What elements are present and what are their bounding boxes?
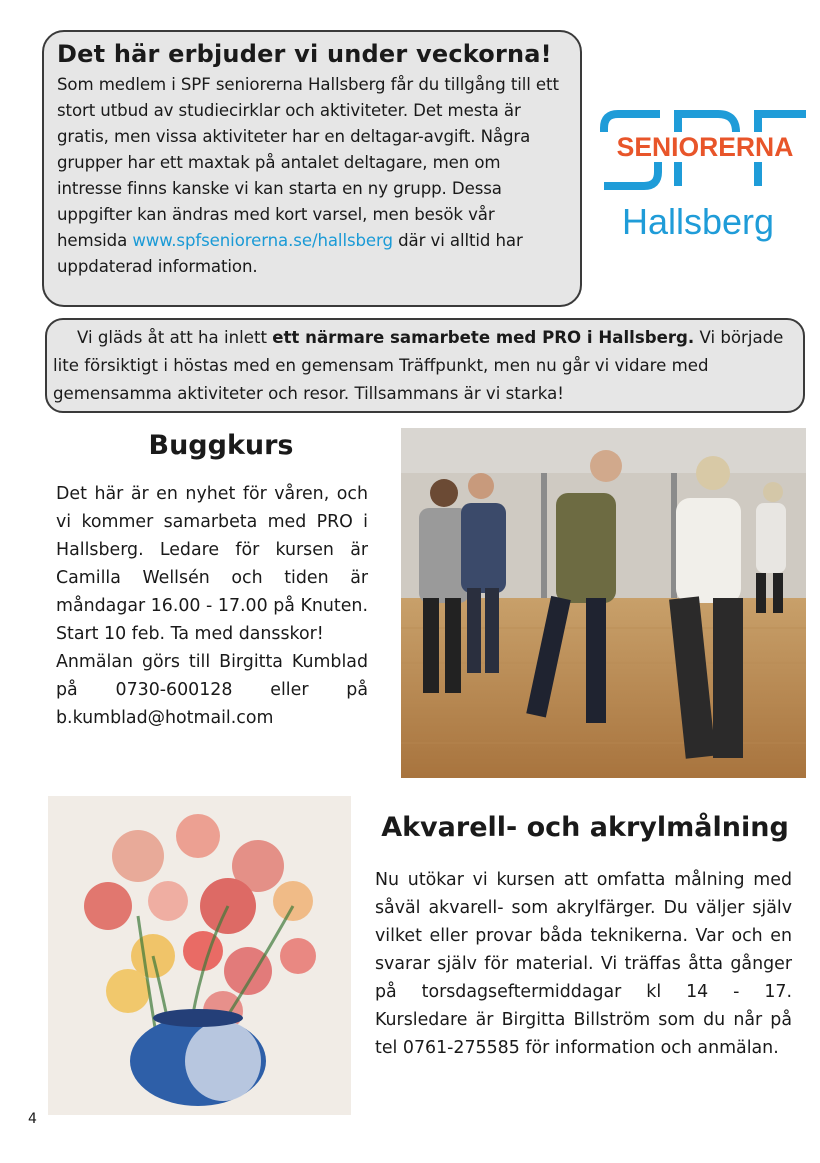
collaboration-box xyxy=(45,318,805,413)
spf-logo xyxy=(598,100,813,250)
intro-title: Det här erbjuder vi under veckorna! xyxy=(57,40,552,68)
buggkurs-text xyxy=(56,480,368,732)
collab-text-part2: Vi började lite försiktigt i höstas med en gemensam Träffpunkt, men nu går vi vidare med gemensamma aktiviteter och resor. Tillsammans är vi starka! xyxy=(53,328,784,403)
collab-bold-text: ett närmare samarbete med PRO i Hallsberg. xyxy=(272,328,695,347)
akvarell-text: Nu utökar vi kursen att omfatta målning med såväl akvarell- som akrylfärger. Du väljer själv vilket eller provar båda teknikerna. Var och en svarar själv för material. Vi träffas åtta gånger på torsdagseftermiddagar kl 14 - 17. Kursledare är Birgitta Billström som du når på tel 0761-275585 för information och anmälan. xyxy=(375,870,792,1058)
website-link[interactable]: www.spfseniorerna.se/hallsberg xyxy=(132,231,393,250)
dance-photo xyxy=(401,428,806,778)
flower-painting xyxy=(48,796,351,1115)
buggkurs-heading: Buggkurs xyxy=(148,430,294,461)
collaboration-text xyxy=(53,324,797,408)
buggkurs-paragraph-2: Anmälan görs till Birgitta Kumblad på 0730-600128 eller på b.kumblad@hotmail.com xyxy=(56,652,368,728)
logo-seniorerna-text: SENIORERNA xyxy=(616,132,794,162)
intro-text-part1: Som medlem i SPF seniorerna Hallsberg får du tillgång till ett stort utbud av studiecirklar och aktiviteter. Det mesta är gratis, men vissa aktiviteter har en deltagar-avgift. Några grupper har ett maxtak på antalet deltagare, men om intresse finns kanske vi kan starta en ny grupp. Dessa uppgifter kan ändras med kort varsel, men besök vår hemsida xyxy=(57,75,559,250)
intro-text xyxy=(57,72,568,280)
intro-box xyxy=(42,30,582,307)
intro-text-part2: där vi alltid har uppdaterad information. xyxy=(57,231,523,276)
akvarell-heading: Akvarell- och akrylmålning xyxy=(381,812,789,843)
buggkurs-paragraph-1: Det här är en nyhet för våren, och vi kommer samarbeta med PRO i Hallsberg. Ledare för kursen är Camilla Wellsén och tiden är måndagar 16.00 - 17.00 på Knuten. Start 10 feb. Ta med dansskor! xyxy=(56,484,368,644)
page-number: 4 xyxy=(28,1111,37,1127)
collab-text-part1: Vi gläds åt att ha inlett xyxy=(77,328,273,347)
logo-hallsberg-text: Hallsberg xyxy=(621,201,775,242)
